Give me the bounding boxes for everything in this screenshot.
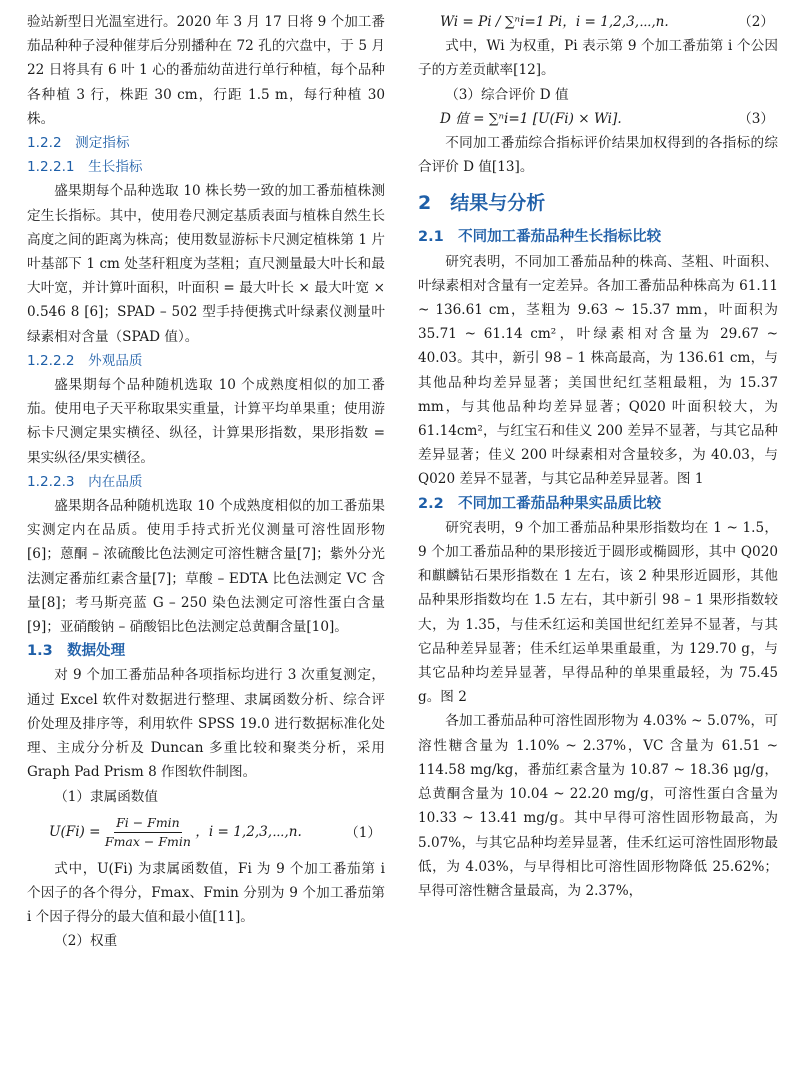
left-column <box>27 10 385 954</box>
equation-3 <box>418 107 778 131</box>
item-weight: （2）权重 <box>54 933 118 950</box>
equation-2-description: 式中，Wi 为权重，Pi 表示第 9 个加工番茄第 i 个公因子的方差贡献率[12]。 <box>418 38 778 79</box>
equation-1-numerator: Fi − Fmin <box>114 815 182 833</box>
heading-1-2-2: 1.2.2 测定指标 <box>27 135 130 152</box>
growth-paragraph: 盛果期每个品种选取 10 株长势一致的加工番茄植株测定生长指标。其中，使用卷尺测定基质表面与植株自然生长高度之间的距离为株高；使用数显游标卡尺测定植株第 1 片叶基部下 1 cm 处茎秆粗度为茎粗；直尺测量最大叶长和最大叶宽，并计算叶面积，叶面积 = 最大叶长 × 最大叶宽 × 0.546 8 [6]；SPAD – 502 型手持便携式叶绿素仪测量叶绿素相对含量（SPAD 值）。 <box>27 183 385 345</box>
equation-2-body: Wi = Pi / ∑ⁿi=1 Pi，i = 1,2,3,⋯,n. <box>440 14 669 30</box>
equation-2 <box>418 10 778 34</box>
equation-1-denominator: Fmax − Fmin <box>104 834 191 850</box>
equation-1-tail: ，i = 1,2,3,⋯,n. <box>195 824 302 841</box>
heading-2: 2 结果与分析 <box>418 192 546 215</box>
data-processing-paragraph: 对 9 个加工番茄品种各项指标均进行 3 次重复测定，通过 Excel 软件对数据进行整理、隶属函数分析、综合评价处理及排序等，利用软件 SPSS 19.0 进行数据标准化处理、主成分分析及 Duncan 多重比较和聚类分析，采用 Graph Pad Prism 8 作图软件制图。 <box>27 667 385 781</box>
intro-paragraph: 验站新型日光温室进行。2020 年 3 月 17 日将 9 个加工番茄品种种子浸种催芽后分别播种在 72 孔的穴盘中，于 5 月 22 日将具有 6 叶 1 心的番茄幼苗进行单行种植，每个品种各种植 3 行，株距 30 cm，行距 1.5 m，每行种植 30 株。 <box>27 14 385 127</box>
heading-1-2-2-3: 1.2.2.3 内在品质 <box>27 473 143 490</box>
equation-1-body <box>49 815 302 850</box>
fruit-shape-paragraph: 研究表明，9 个加工番茄品种果形指数均在 1 ~ 1.5，9 个加工番茄品种的果形接近于圆形或椭圆形，其中 Q020 和麒麟钻石果形指数在 1 左右，该 2 种果形近圆形，其他品种果形指数均在 1.5 左右，其中新引 98 – 1 果形指数较大，为 1.35，与佳禾红运和美国世纪红差异不显著，与其它品种差异显著；佳禾红运单果重最重，为 129.70 g，与其它品种均差异显著，早得品种的单果重最轻，为 75.45 g。图 2 <box>418 519 778 706</box>
equation-3-body: D 值 = ∑ⁿi=1 [U(Fi) × Wi]. <box>440 110 622 127</box>
internal-quality-results-paragraph: 各加工番茄品种可溶性固形物为 4.03% ~ 5.07%，可溶性糖含量为 1.10% ~ 2.37%，VC 含量为 61.51 ~ 114.58 mg/kg，番茄红素含量为 10.87 ~ 18.36 μg/g，总黄酮含量为 10.04 ~ 22.20 mg/g，可溶性蛋白含量为 10.33 ~ 13.41 mg/g。其中早得可溶性固形物最高，为 5.07%，与其它品种均差异显著，佳禾红运可溶性固形物最低，为 4.03%，与早得相比可溶性固形物降低 25.62%；早得可溶性糖含量最高，为 2.37%， <box>418 713 778 899</box>
equation-3-number: （3） <box>738 110 774 127</box>
heading-1-3: 1.3 数据处理 <box>27 643 126 660</box>
internal-quality-paragraph: 盛果期各品种随机选取 10 个成熟度相似的加工番茄果实测定内在品质。使用手持式折光仪测量可溶性固形物[6]；蒽酮 – 浓硫酸比色法测定可溶性糖含量[7]；紫外分光法测定番茄红素含量[7]；草酸 – EDTA 比色法测定 VC 含量[8]；考马斯亮蓝 G – 250 染色法测定可溶性蛋白含量[9]；亚硝酸钠 – 硝酸铝比色法测定总黄酮含量[10]。 <box>27 498 385 636</box>
heading-2-2: 2.2 不同加工番茄品种果实品质比较 <box>418 495 662 512</box>
equation-2-number: （2） <box>738 14 774 30</box>
right-column <box>418 10 778 903</box>
equation-1 <box>27 809 385 857</box>
heading-2-1: 2.1 不同加工番茄品种生长指标比较 <box>418 229 662 246</box>
equation-1-number: （1） <box>345 824 381 841</box>
equation-1-description: 式中，U(Fi) 为隶属函数值，Fi 为 9 个加工番茄第 i 个因子的各个得分，Fmax、Fmin 分别为 9 个加工番茄第 i 个因子得分的最大值和最小值[11]。 <box>27 860 385 926</box>
item-membership-function: （1）隶属函数值 <box>54 788 158 805</box>
heading-1-2-2-2: 1.2.2.2 外观品质 <box>27 352 143 369</box>
item-d-value: （3）综合评价 D 值 <box>445 86 569 103</box>
appearance-paragraph: 盛果期每个品种随机选取 10 个成熟度相似的加工番茄。使用电子天平称取果实重量，计算平均单果重；使用游标卡尺测定果实横径、纵径，计算果形指数，果形指数 = 果实纵径/果实横径。 <box>27 377 385 466</box>
equation-1-lhs: U(Fi) = <box>49 824 101 841</box>
heading-1-2-2-1: 1.2.2.1 生长指标 <box>27 159 143 176</box>
equation-1-fraction <box>105 815 191 850</box>
growth-results-paragraph: 研究表明，不同加工番茄品种的株高、茎粗、叶面积、叶绿素相对含量有一定差异。各加工番茄品种株高为 61.11 ~ 136.61 cm，茎粗为 9.63 ~ 15.37 mm，叶面积为 35.71 ~ 61.14 cm²，叶绿素相对含量为 29.67 ~ 40.03。其中，新引 98 – 1 株高最高，为 136.61 cm，与其他品种均差异显著；美国世纪红茎粗最粗，为 15.37 mm，与其他品种均差异显著；Q020 叶面积较大，为 61.14cm²，与红宝石和佳义 200 差异不显著，与其它品种差异显著；佳义 200 叶绿素相对含量较多，为 40.03，与 Q020 差异不显著，与其它品种差异显著。图 1 <box>418 253 778 488</box>
equation-3-description: 不同加工番茄综合指标评价结果加权得到的各指标的综合评价 D 值[13]。 <box>418 135 778 176</box>
